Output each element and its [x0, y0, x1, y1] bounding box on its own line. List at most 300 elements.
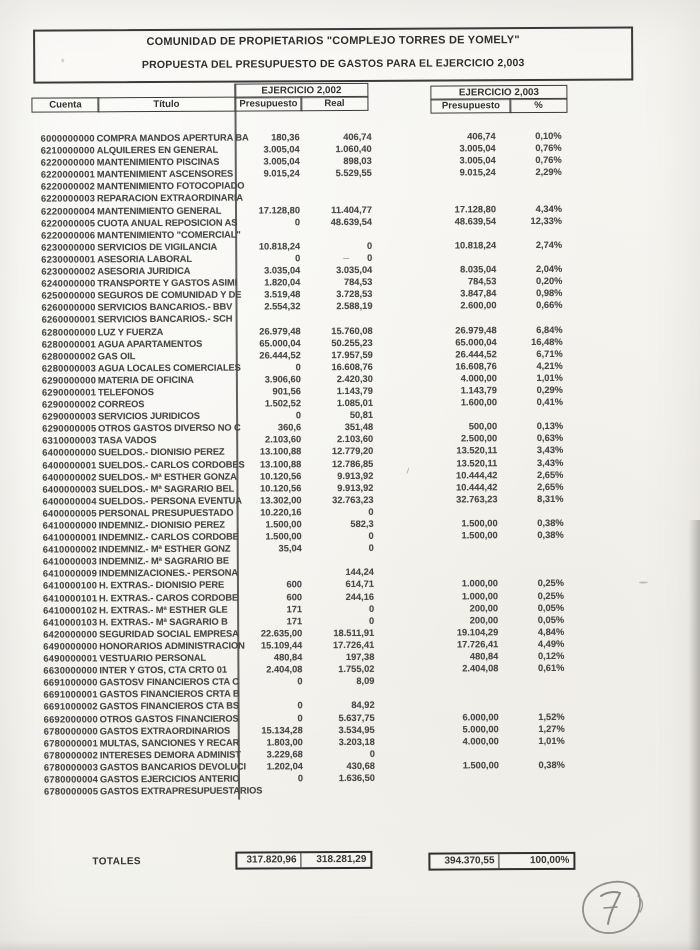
row-pct-2003: 0,66% — [536, 300, 563, 311]
row-titulo: GAS OIL — [97, 350, 136, 362]
row-titulo: TASA VADOS — [98, 435, 157, 446]
row-pct-2003: 4,21% — [536, 360, 563, 371]
row-real-2002: 1.085,01 — [336, 397, 374, 409]
row-real-2002: 784,53 — [343, 277, 373, 288]
row-presupuesto-2003: 784,53 — [467, 276, 497, 287]
row-cuenta: 6290000003 — [42, 411, 97, 422]
row-real-2002: 32.763,23 — [332, 494, 374, 505]
row-pct-2003: 0,41% — [536, 396, 564, 408]
row-presupuesto-2002: 0 — [297, 712, 303, 723]
row-titulo: SEGUROS DE COMUNIDAD Y DE — [97, 289, 242, 301]
row-presupuesto-2002: 13.100,88 — [259, 446, 302, 457]
row-presupuesto-2002: 360,6 — [277, 422, 302, 433]
row-titulo: SEGURIDAD SOCIAL EMPRESA — [99, 628, 239, 640]
row-titulo: INDEMNIZ.- Mª SAGRARIO BE — [98, 555, 229, 567]
row-cuenta: 6400000004 — [42, 496, 97, 507]
row-real-2002: 50,81 — [349, 410, 374, 421]
row-presupuesto-2003: 3.847,84 — [460, 288, 497, 299]
row-presupuesto-2003: 1.000,00 — [461, 590, 499, 601]
row-real-2002: 0 — [368, 543, 374, 554]
row-cuenta: 6780000003 — [43, 762, 99, 773]
row-titulo: GASTOS EXTRAPRESUPUESTARIOS — [100, 785, 263, 797]
row-presupuesto-2003: 3.005,04 — [459, 143, 496, 154]
row-cuenta: 6280000001 — [41, 338, 96, 350]
row-real-2002: 144,24 — [345, 567, 374, 578]
totales-label: TOTALES — [92, 856, 141, 868]
row-presupuesto-2002: 0 — [297, 700, 303, 711]
row-pct-2003: 0,76% — [535, 142, 562, 154]
row-titulo: OTROS GASTOS FINANCIEROS — [99, 713, 239, 724]
row-titulo: SUELDOS.- Mª SAGRARIO BEL — [98, 483, 235, 495]
row-presupuesto-2003: 4.000,00 — [460, 373, 497, 384]
row-pct-2003: 2,65% — [536, 469, 564, 480]
row-pct-2003: 1,01% — [538, 735, 565, 746]
row-pct-2003: 0,25% — [537, 578, 564, 589]
row-real-2002: 3.728,53 — [336, 289, 373, 300]
row-titulo: INDEMNIZACIONES.- PERSONA — [98, 567, 238, 579]
row-pct-2003: 0,12% — [537, 650, 565, 662]
row-titulo: INDEMNIZ.- DIONISIO PEREZ — [98, 519, 225, 531]
row-presupuesto-2002: 0 — [295, 362, 301, 373]
row-presupuesto-2002: 15.109,44 — [260, 640, 303, 651]
table-row — [2, 782, 700, 798]
row-pct-2003: 4,84% — [537, 626, 565, 637]
row-presupuesto-2003: 10.818,24 — [454, 240, 497, 251]
document-subtitle: PROPUESTA DEL PRESUPUESTO DE GASTOS PARA EL EJERCICIO 2,003 — [141, 57, 525, 72]
row-cuenta: 6290000005 — [42, 423, 97, 434]
row-presupuesto-2002: 17.128,80 — [258, 204, 301, 216]
row-pct-2003: 0,38% — [537, 529, 564, 541]
row-cuenta: 6630000000 — [43, 665, 98, 676]
row-real-2002: 84,92 — [351, 700, 375, 711]
row-cuenta: 6410000002 — [42, 544, 98, 555]
row-cuenta: 6220000004 — [40, 205, 96, 217]
row-titulo: MANTENIMIENTO FOTOCOPIADO — [96, 180, 245, 192]
row-presupuesto-2003: 10.444,42 — [456, 481, 498, 493]
row-pct-2003: 0,38% — [537, 517, 564, 529]
row-cuenta: 6410000009 — [42, 568, 98, 579]
row-pct-2003: 0,29% — [536, 384, 563, 395]
row-cuenta: 6410000101 — [43, 592, 98, 604]
row-presupuesto-2002: 1.502,52 — [264, 398, 302, 409]
row-pct-2003: 1,27% — [538, 723, 565, 734]
row-presupuesto-2002: 13.100,88 — [259, 458, 302, 470]
totales-2003-box — [428, 852, 575, 871]
row-presupuesto-2002: 3.005,04 — [263, 144, 300, 155]
row-cuenta: 6490000001 — [43, 653, 98, 664]
row-presupuesto-2003: 13.520,11 — [456, 445, 498, 456]
row-real-2002: 9.913,92 — [337, 482, 374, 493]
row-real-2002: 12.786,85 — [331, 458, 374, 469]
row-cuenta: 6490000000 — [43, 641, 98, 652]
row-presupuesto-2003: 1.143,79 — [460, 385, 497, 396]
row-real-2002: 3.035,04 — [336, 264, 373, 276]
row-pct-2003: 0,10% — [535, 130, 562, 142]
row-real-2002: 11.404,77 — [331, 204, 373, 215]
row-presupuesto-2003: 1.500,00 — [462, 760, 499, 771]
row-presupuesto-2002: 15.134,28 — [261, 724, 303, 736]
row-presupuesto-2002: 2.404,08 — [266, 664, 303, 675]
row-real-2002: 0 — [368, 506, 374, 517]
row-presupuesto-2002: 0 — [297, 676, 303, 687]
row-real-2002: 18.511,91 — [333, 627, 375, 638]
row-presupuesto-2003: 200,00 — [469, 602, 499, 614]
row-pct-2003: 0,05% — [537, 614, 565, 625]
row-cuenta: 6220000000 — [40, 157, 95, 168]
row-presupuesto-2002: 1.500,00 — [265, 519, 302, 530]
header-cuenta: Cuenta — [31, 97, 99, 112]
row-real-2002: 2.588,19 — [336, 301, 373, 312]
row-pct-2003: 2,74% — [535, 239, 563, 250]
header-ejercicio-2003: EJERCICIO 2,003 — [430, 85, 567, 101]
row-cuenta: 6400000005 — [42, 508, 97, 519]
row-pct-2003: 0,61% — [538, 663, 565, 674]
row-titulo: TELEFONOS — [97, 386, 154, 398]
row-cuenta: 6290000000 — [41, 375, 97, 386]
row-presupuesto-2002: 65.000,04 — [259, 337, 301, 349]
row-titulo: INTERESES DEMORA ADMINIST — [99, 749, 241, 761]
row-presupuesto-2003: 48.639,54 — [454, 215, 497, 227]
row-presupuesto-2002: 600 — [286, 591, 303, 602]
row-titulo: CORREOS — [97, 399, 145, 410]
title-box — [33, 27, 633, 84]
row-real-2002: 1.755,02 — [338, 664, 375, 675]
row-cuenta: 6230000001 — [41, 254, 96, 265]
row-titulo: ALQUILERES EN GENERAL — [96, 144, 219, 156]
row-real-2002: 1.060,40 — [335, 143, 372, 155]
row-titulo: COMPRA MANDOS APERTURA BA — [96, 132, 249, 144]
row-presupuesto-2002: 26.979,48 — [259, 325, 301, 336]
row-presupuesto-2002: 3.519,48 — [264, 289, 301, 300]
row-presupuesto-2003: 500,00 — [468, 421, 498, 432]
row-titulo: ASESORIA JURIDICA — [97, 265, 191, 277]
row-titulo: SERVICIOS DE VIGILANCIA — [97, 241, 218, 253]
row-presupuesto-2003: 3.005,04 — [459, 155, 496, 166]
row-real-2002: 614,71 — [345, 579, 374, 590]
row-cuenta: 6691000002 — [43, 701, 98, 713]
row-real-2002: 197,38 — [345, 651, 375, 663]
row-titulo: H. EXTRAS.- Mª SAGRARIO B — [99, 616, 228, 628]
row-titulo: REPARACION EXTRAORDINARIA — [96, 193, 244, 204]
row-cuenta: 6260000000 — [41, 302, 96, 313]
row-presupuesto-2002: 3.005,04 — [263, 156, 300, 167]
document-title: COMUNIDAD DE PROPIETARIOS "COMPLEJO TORRES DE YOMELY" — [146, 34, 520, 49]
row-real-2002: 9.913,92 — [337, 470, 374, 481]
row-titulo: HONORARIOS ADMINISTRACION — [99, 640, 245, 652]
row-presupuesto-2002: 600 — [286, 579, 302, 590]
row-cuenta: 6210000000 — [40, 145, 95, 156]
row-pct-2003: 0,63% — [536, 433, 564, 444]
totales-pct-2003: 100,00% — [529, 854, 570, 867]
row-cuenta: 6000000000 — [40, 133, 95, 144]
row-presupuesto-2003: 480,84 — [469, 651, 499, 662]
row-titulo: MANTENIMIENTO GENERAL — [96, 205, 222, 216]
row-titulo: AGUA APARTAMENTOS — [97, 338, 203, 349]
row-presupuesto-2002: 10.120,56 — [260, 470, 302, 482]
row-titulo: GASTOS EJERCICIOS ANTERIO — [99, 773, 240, 785]
row-presupuesto-2002: 180,36 — [271, 132, 300, 143]
row-cuenta: 6410000001 — [42, 532, 97, 543]
row-pct-2003: 0,05% — [537, 602, 565, 613]
row-pct-2003: 0,38% — [538, 759, 565, 770]
row-presupuesto-2003: 1.000,00 — [461, 578, 498, 589]
row-titulo: GASTOS EXTRAORDINARIOS — [99, 725, 231, 736]
row-pct-2003: 2,65% — [537, 481, 564, 492]
row-cuenta: 6220000003 — [40, 193, 96, 205]
row-presupuesto-2002: 35,04 — [278, 543, 302, 554]
row-presupuesto-2002: 3.035,04 — [264, 265, 301, 276]
row-presupuesto-2003: 2.600,00 — [460, 300, 497, 311]
row-real-2002: 430,68 — [346, 760, 375, 771]
row-titulo: CUOTA ANUAL REPOSICION AS — [97, 217, 238, 228]
row-titulo: SERVICIOS BANCARIOS.- BBV — [97, 301, 233, 313]
row-pct-2003: 0,76% — [535, 155, 562, 166]
row-real-2002: 50.255,23 — [331, 337, 373, 348]
row-titulo: VESTUARIO PERSONAL — [99, 652, 207, 664]
row-presupuesto-2002: 10.220,16 — [260, 507, 302, 518]
row-cuenta: 6410000102 — [43, 604, 98, 616]
row-presupuesto-2002: 26.444,52 — [259, 349, 301, 361]
row-cuenta: 6290000002 — [41, 399, 97, 410]
row-pct-2003: 1,52% — [538, 711, 565, 722]
row-titulo: SUELDOS.- Mª ESTHER GONZA — [98, 471, 237, 482]
row-real-2002: 898,03 — [343, 156, 372, 167]
row-pct-2003: 16,48% — [531, 336, 563, 347]
scan-edge-shadow — [688, 520, 700, 950]
row-cuenta: 6410000103 — [43, 617, 98, 628]
row-presupuesto-2002: 2.554,32 — [264, 301, 301, 312]
header-real-2002: Real — [300, 96, 368, 111]
row-titulo: INDEMNIZ.- CARLOS CORDOBE — [98, 531, 239, 543]
row-presupuesto-2002: 171 — [286, 616, 303, 627]
row-real-2002: 15.760,08 — [331, 325, 373, 336]
row-presupuesto-2003: 17.726,41 — [456, 639, 499, 650]
row-cuenta: 6691000000 — [43, 677, 98, 688]
row-titulo: INTER Y GTOS, CTA CRTO 01 — [99, 664, 227, 676]
row-titulo: MULTAS, SANCIONES Y RECAR — [99, 737, 240, 749]
row-presupuesto-2003: 1.500,00 — [461, 518, 498, 529]
row-real-2002: 0 — [369, 748, 375, 759]
row-presupuesto-2003: 26.979,48 — [455, 324, 497, 335]
row-pct-2003: 4,49% — [537, 638, 565, 649]
row-pct-2003: 0,20% — [535, 276, 563, 287]
row-presupuesto-2003: 16.608,76 — [455, 361, 497, 372]
row-pct-2003: 0,98% — [536, 288, 563, 299]
row-presupuesto-2002: 9.015,24 — [263, 168, 300, 179]
row-titulo: MANTENIMIENTO PISCINAS — [96, 156, 220, 168]
totales-real-2002: 318.281,29 — [316, 853, 367, 866]
row-presupuesto-2002: 3.906,60 — [264, 374, 301, 385]
row-real-2002: 406,74 — [343, 131, 372, 143]
totales-presupuesto-2002: 317.820,96 — [237, 853, 301, 867]
row-cuenta: 6310000003 — [42, 435, 97, 446]
row-real-2002: 5.637,75 — [338, 712, 375, 723]
row-real-2002: 2.103,60 — [336, 434, 374, 445]
row-presupuesto-2003: 10.444,42 — [456, 469, 498, 481]
row-presupuesto-2003: 9.015,24 — [459, 167, 496, 178]
row-presupuesto-2002: 22.635,00 — [260, 628, 303, 639]
row-presupuesto-2002: 10.120,56 — [260, 482, 302, 494]
row-titulo: SERVICIOS BANCARIOS.- SCH — [97, 314, 233, 325]
row-presupuesto-2003: 200,00 — [469, 614, 499, 626]
row-presupuesto-2003: 6.000,00 — [462, 711, 499, 722]
row-cuenta: 6400000001 — [42, 459, 97, 471]
row-presupuesto-2002: 171 — [286, 603, 303, 614]
row-cuenta: 6780000002 — [43, 750, 99, 761]
row-cuenta: 6290000001 — [41, 387, 97, 398]
row-cuenta: 6780000000 — [43, 725, 98, 737]
row-presupuesto-2003: 5.000,00 — [462, 723, 499, 735]
row-presupuesto-2002: 0 — [295, 253, 301, 264]
row-pct-2003: 4,34% — [535, 203, 563, 214]
row-presupuesto-2003: 19.104,29 — [456, 627, 499, 638]
row-titulo: GASTOSV FINANCIEROS CTA C — [99, 676, 239, 688]
row-titulo: GASTOS FINANCIEROS CTA BS — [99, 700, 240, 712]
row-cuenta: 6400000000 — [42, 447, 97, 459]
row-presupuesto-2003: 1.600,00 — [460, 397, 498, 408]
handwritten-page-number-circle — [575, 876, 651, 948]
row-cuenta: 6280000000 — [41, 326, 96, 338]
row-cuenta: 6230000002 — [41, 266, 96, 277]
scan-edge-shadow — [0, 940, 700, 950]
row-pct-2003: 1,01% — [536, 372, 563, 383]
row-titulo: H. EXTRAS.- Mª ESTHER GLE — [99, 604, 228, 615]
row-pct-2003: 2,29% — [535, 167, 562, 178]
row-pct-2003: 6,71% — [536, 348, 563, 359]
row-cuenta: 6280000003 — [41, 363, 97, 374]
row-presupuesto-2003: 17.128,80 — [454, 203, 497, 215]
header-presupuesto-2003: Presupuesto — [430, 98, 511, 113]
row-presupuesto-2003: 26.444,52 — [455, 348, 497, 360]
row-pct-2003: 2,04% — [535, 263, 563, 275]
row-cuenta: 6400000003 — [42, 484, 97, 495]
row-presupuesto-2002: 3.229,68 — [266, 749, 303, 760]
row-real-2002: 0 — [367, 252, 373, 263]
row-real-2002: 1.143,79 — [336, 385, 373, 397]
row-real-2002: 582,3 — [350, 518, 374, 529]
row-titulo: H. EXTRAS.- CAROS CORDOBE — [99, 592, 239, 603]
row-cuenta: 6692000000 — [43, 713, 98, 725]
scan-speck — [61, 58, 64, 62]
row-cuenta: 6780000004 — [43, 774, 99, 785]
row-presupuesto-2002: 13.302,00 — [260, 495, 302, 506]
row-real-2002: 244,16 — [345, 591, 375, 602]
row-cuenta: 6250000000 — [41, 290, 96, 301]
row-cuenta: 6410000003 — [42, 556, 98, 567]
row-titulo: OTROS GASTOS DIVERSO NO C — [98, 422, 241, 434]
row-titulo: SERVICIOS JURIDICOS — [98, 410, 200, 422]
row-cuenta: 6220000006 — [41, 230, 96, 241]
row-real-2002: 3.534,95 — [338, 724, 375, 735]
row-titulo: H. EXTRAS.- DIONISIO PERE — [98, 580, 225, 591]
row-presupuesto-2003: 1.500,00 — [461, 530, 498, 541]
row-titulo: MATERIA DE OFICINA — [97, 374, 194, 386]
row-cuenta: 6780000001 — [43, 738, 99, 749]
row-real-2002: 2.420,30 — [336, 373, 373, 384]
row-real-2002: 0 — [368, 615, 375, 626]
scan-speck — [343, 258, 349, 259]
row-real-2002: 351,48 — [344, 422, 374, 433]
row-presupuesto-2003: 8.035,04 — [460, 264, 497, 275]
row-real-2002: 0 — [368, 530, 374, 541]
row-pct-2003: 0,25% — [537, 590, 565, 601]
row-real-2002: 17.726,41 — [332, 639, 375, 651]
row-presupuesto-2003: 4.000,00 — [462, 735, 499, 747]
row-real-2002: 5.529,55 — [335, 168, 372, 179]
row-presupuesto-2002: 10.818,24 — [258, 241, 301, 252]
row-pct-2003: 12,33% — [530, 215, 563, 226]
row-titulo: LUZ Y FUERZA — [97, 326, 164, 337]
header-presupuesto-2002: Presupuesto — [234, 96, 302, 111]
row-titulo: SUELDOS.- CARLOS CORDOBES — [98, 459, 245, 470]
row-presupuesto-2002: 480,84 — [273, 652, 303, 663]
row-cuenta: 6410000000 — [42, 520, 97, 531]
row-presupuesto-2002: 1.500,00 — [265, 531, 302, 542]
row-titulo: ASESORIA LABORAL — [97, 253, 192, 265]
row-real-2002: 12.779,20 — [331, 446, 374, 457]
row-cuenta: 6260000001 — [41, 314, 96, 326]
row-titulo: AGUA LOCALES COMERCIALES — [97, 362, 241, 374]
row-cuenta: 6240000000 — [41, 278, 96, 289]
header-ejercicio-2002: EJERCICIO 2,002 — [234, 83, 368, 99]
row-real-2002: 1.636,50 — [338, 772, 376, 784]
row-real-2002: 16.608,76 — [331, 361, 373, 372]
row-presupuesto-2003: 406,74 — [467, 131, 496, 142]
row-real-2002: 0 — [366, 240, 373, 251]
row-presupuesto-2003: 2.404,08 — [462, 663, 499, 674]
table-body — [0, 129, 700, 798]
row-cuenta: 6691000001 — [43, 689, 98, 700]
row-real-2002: 0 — [368, 603, 375, 614]
row-cuenta: 6220000002 — [40, 181, 96, 192]
row-cuenta: 6220000001 — [40, 169, 96, 180]
row-presupuesto-2003: 32.763,23 — [456, 494, 498, 505]
row-real-2002: 17.957,59 — [331, 349, 373, 360]
row-titulo: INDEMNIZ.- Mª ESTHER GONZ — [98, 543, 231, 555]
row-cuenta: 6400000002 — [42, 471, 97, 483]
row-titulo: TRANSPORTE Y GASTOS ASIMI — [97, 277, 238, 289]
row-pct-2003: 0,13% — [536, 421, 564, 432]
totales-2002-box — [235, 851, 372, 870]
row-presupuesto-2002: 901,56 — [272, 386, 301, 397]
row-presupuesto-2002: 0 — [295, 410, 302, 421]
row-presupuesto-2002: 0 — [294, 216, 301, 227]
header-pct-2003: % — [509, 98, 567, 113]
row-cuenta: 6230000000 — [41, 242, 96, 253]
row-cuenta: 6220000005 — [41, 217, 96, 229]
row-presupuesto-2002: 1.820,04 — [264, 277, 301, 288]
row-presupuesto-2002: 0 — [297, 773, 304, 784]
row-real-2002: 48.639,54 — [330, 216, 373, 227]
row-titulo: GASTOS FINANCIEROS CRTA B — [99, 688, 240, 700]
row-presupuesto-2002: 1.202,04 — [266, 761, 303, 772]
row-presupuesto-2003: 65.000,04 — [455, 336, 497, 348]
row-cuenta: 6410000100 — [42, 580, 98, 592]
header-titulo: Título — [97, 97, 235, 113]
row-presupuesto-2002: 1.803,00 — [266, 736, 303, 748]
row-pct-2003: 3,43% — [536, 457, 564, 468]
row-presupuesto-2002: 2.103,60 — [264, 434, 302, 445]
row-presupuesto-2003: 13.520,11 — [456, 457, 498, 468]
row-titulo: MANTENIMIENT ASCENSORES — [96, 168, 234, 180]
row-presupuesto-2003: 2.500,00 — [460, 433, 498, 444]
row-titulo: GASTOS BANCARIOS DEVOLUCI — [99, 761, 247, 773]
totales-presupuesto-2003: 394.370,55 — [430, 854, 499, 868]
row-titulo: MANTENIMIENTO "COMERCIAL" — [97, 229, 241, 241]
row-pct-2003: 8,31% — [537, 493, 564, 504]
row-titulo: PERSONAL PRESUPUESTADO — [98, 507, 234, 519]
row-titulo: SUELDOS.- PERSONA EVENTUA — [98, 495, 242, 507]
